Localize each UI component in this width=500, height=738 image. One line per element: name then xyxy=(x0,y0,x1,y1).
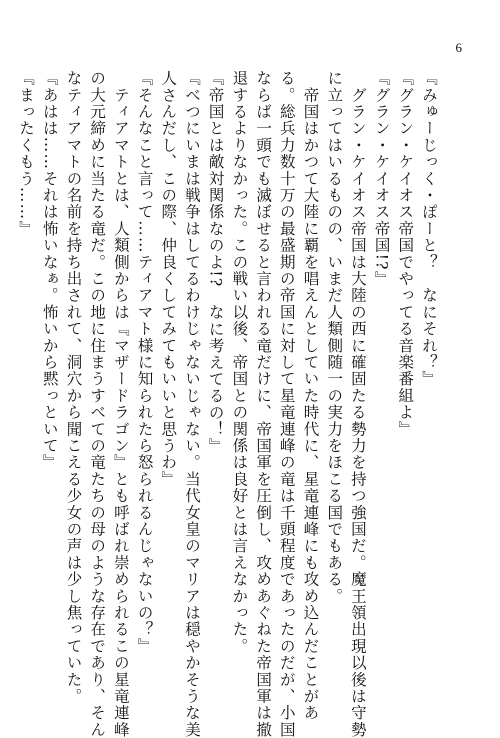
text-line: の大元締めに当たる竜だ。この地に住まうすべての竜たちの母のような存在であり、そん xyxy=(88,70,107,738)
text-line: 『帝国とは敵対関係なのよ!? なに考えてるの！』 xyxy=(206,70,225,455)
text-line: ならば一頭でも滅ぼせると言われる竜だけに、帝国軍を圧倒し、攻めあぐねた帝国軍は撤 xyxy=(254,70,273,738)
text-line: に立ってはいるものの、いまだ人類側随一の実力をほこる国でもある。 xyxy=(325,70,344,605)
text-line: なティアマトの名前を持ち出されて、洞穴から聞こえる少女の声は少し焦っていた。 xyxy=(64,70,83,705)
text-line: 退するよりなかった。この戦い以後、帝国との関係は良好とは言えなかった。 xyxy=(230,70,249,655)
text-line: グラン・ケイオス帝国は大陸の西に確固たる勢力を持つ強国だ。魔王領出現以後は守勢 xyxy=(348,70,367,738)
text-line: 『そんなこと言って……ティアマト様に知られたら怒られるんじゃないの？』 xyxy=(135,70,154,655)
text-line: 帝国はかつて大陸に覇を唱えんとしていた時代に、星竜連峰にも攻め込んだことがあ xyxy=(301,70,320,722)
text-line: 『あはは……それは怖いなぁ。怖いから黙っといて』 xyxy=(40,70,59,471)
text-line: る。総兵力数十万の最盛期の帝国に対して星竜連峰の竜は千頭程度であったのだが、小国 xyxy=(277,70,296,738)
novel-text-block xyxy=(13,70,440,738)
text-line: 『まったくもう……』 xyxy=(17,70,36,237)
text-line: 『みゅーじっく・ぽーと？ なにそれ？』 xyxy=(420,70,438,388)
text-line: 『グラン・ケイオス帝国!?』 xyxy=(372,70,391,288)
text-line: 『グラン・ケイオス帝国でやってる音楽番組よ』 xyxy=(396,70,415,438)
page-number: 6 xyxy=(455,40,462,55)
text-line: ティアマトとは、人類側からは『マザードラゴン』とも呼ばれ崇められるこの星竜連峰 xyxy=(111,70,130,738)
text-line: 『べつにいまは戦争はしてるわけじゃないじゃない。当代女皇のマリアは穏やかそうな美 xyxy=(182,70,201,738)
text-line: 人さんだし、この際、仲良くしてみてもいいと思うわ』 xyxy=(159,70,178,488)
